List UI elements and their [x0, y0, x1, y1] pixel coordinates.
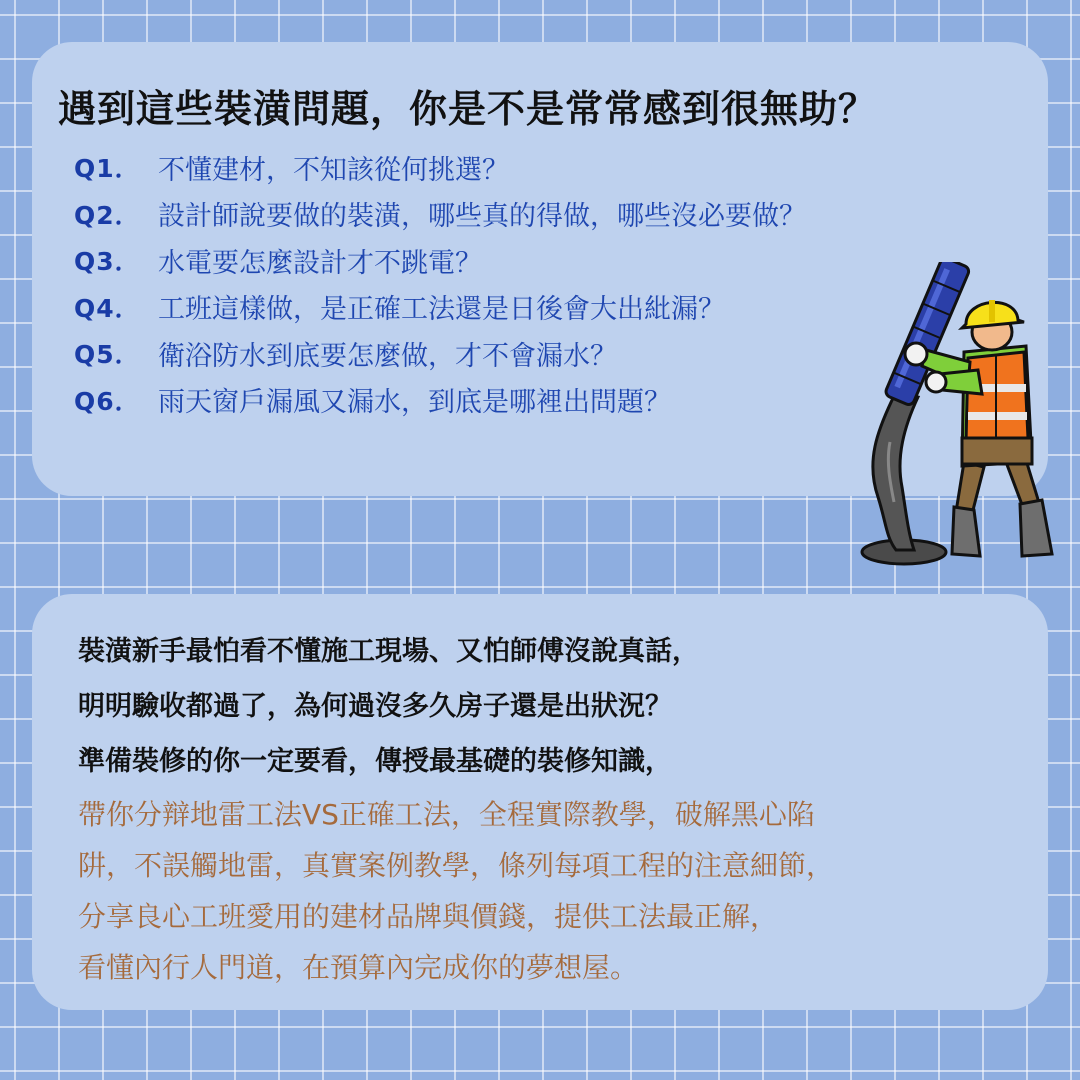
question-text: 工班這樣做，是正確工法還是日後會大出紕漏？: [158, 294, 725, 326]
question-text: 設計師說要做的裝潢，哪些真的得做，哪些沒必要做？: [158, 201, 806, 233]
list-item: [74, 284, 904, 331]
question-label: Q2．: [74, 200, 141, 230]
construction-worker-pouring-concrete-icon: [856, 262, 1060, 572]
list-item: [74, 377, 904, 424]
intro-line: 準備裝修的你一定要看，傳授最基礎的裝修知識，: [78, 746, 672, 777]
question-label: Q5．: [74, 340, 141, 370]
question-text: 不懂建材，不知該從何挑選？: [158, 154, 509, 186]
question-label: Q4．: [74, 293, 141, 323]
page-title: 遇到這些裝潢問題，你是不是常常感到很無助？: [58, 87, 878, 131]
description-paragraph: [78, 624, 1018, 993]
question-label: Q6．: [74, 386, 141, 416]
detail-line: 看懂內行人門道，在預算內完成你的夢想屋。: [78, 951, 639, 984]
list-item: [74, 144, 904, 191]
detail-line: 阱，不誤觸地雷，真實案例教學，條列每項工程的注意細節，: [78, 849, 835, 882]
list-item: [74, 191, 904, 238]
question-text: 雨天窗戶漏風又漏水，到底是哪裡出問題？: [158, 387, 671, 419]
detail-line: 帶你分辩地雷工法VS正確工法，全程實際教學，破解黑心陷: [78, 798, 815, 831]
question-label: Q3．: [74, 247, 141, 277]
description-card: [32, 594, 1048, 1010]
question-label: Q1．: [74, 154, 141, 184]
list-item: [74, 237, 904, 284]
question-text: 衛浴防水到底要怎麼做，才不會漏水？: [158, 340, 617, 372]
list-item: [74, 330, 904, 377]
intro-line: 裝潢新手最怕看不懂施工現場、又怕師傅沒說真話，: [78, 636, 699, 667]
question-text: 水電要怎麼設計才不跳電？: [158, 247, 482, 279]
detail-line: 分享良心工班愛用的建材品牌與價錢，提供工法最正解，: [78, 900, 779, 933]
intro-line: 明明驗收都過了，為何過沒多久房子還是出狀況？: [78, 691, 672, 722]
question-list: [74, 144, 904, 423]
